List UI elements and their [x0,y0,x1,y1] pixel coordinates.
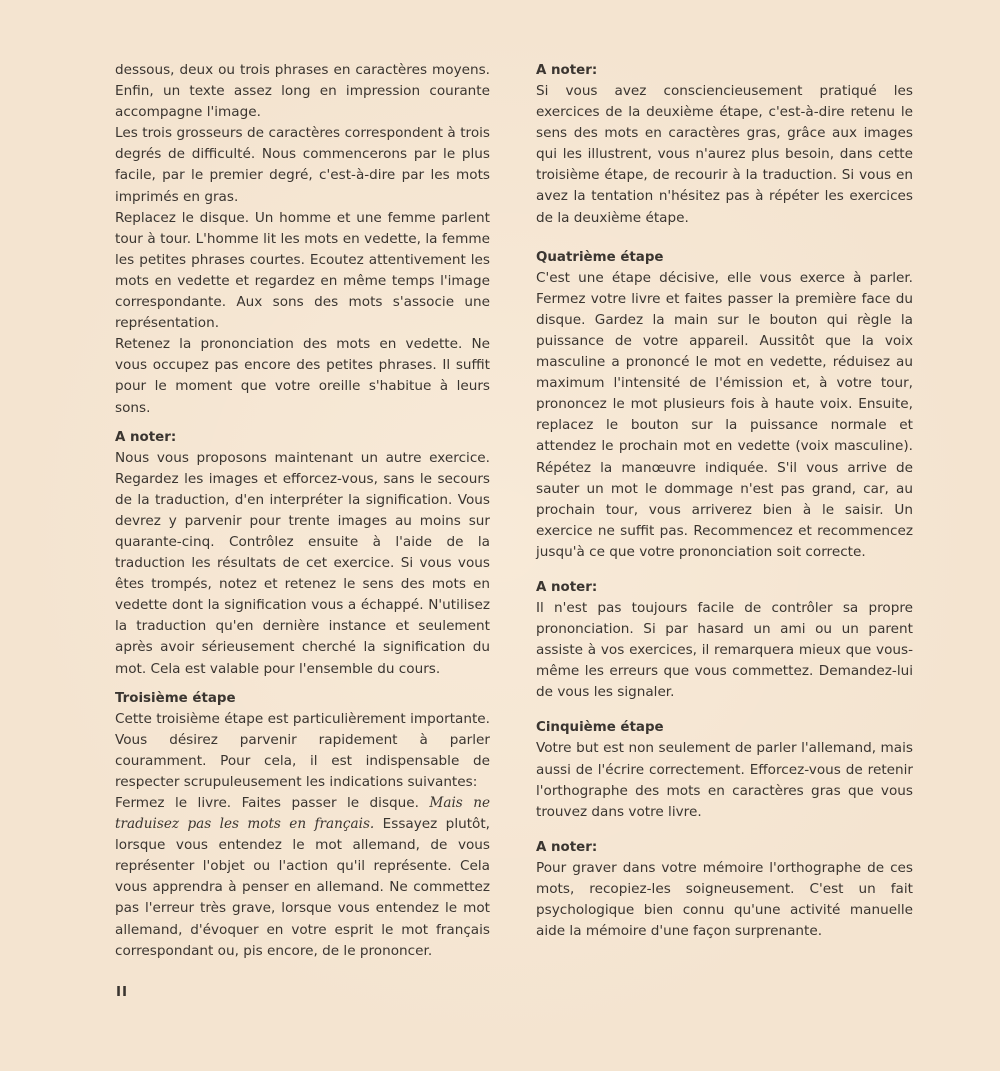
section-heading: Quatrième étape [536,249,664,265]
paragraph: Il n'est pas toujours facile de contrôler sa propre prononciation. Si par hasard un ami ou un parent assiste à vos exercices, il remarquera mieux que vous-même les erreurs que vous commettez. Demandez-lui de vous les signaler. [536,599,913,701]
section-heading: A noter: [115,429,177,445]
section-heading: A noter: [536,839,598,855]
section-heading: A noter: [536,579,598,595]
paragraph: Pour graver dans votre mémoire l'orthographe de ces mots, recopiez-les soigneusement. C'est un fait psychologique bien connu qu'une activité manuelle aide la mémoire d'une façon surprenante. [536,859,913,940]
paragraph: Votre but est non seulement de parler l'allemand, mais aussi de l'écrire correctement. Efforcez-vous de retenir l'orthographe des mots en caractères gras que vous trouvez dans votre livre. [536,740,913,820]
paragraph: Les trois grosseurs de caractères correspondent à trois degrés de difficulté. Nous commencerons par le plus facile, par le premier degré, c'est-à-dire par les mots imprimés en gras. [115,125,490,205]
text-run: Essayez plutôt, lorsque vous entendez le mot allemand, de vous représenter l'objet ou l'action qu'il représente. Cela vous apprendra à penser en allemand. Ne commettez pas l'erreur très grave, lorsque vous entendez le mot allemand, d'évoquer en votre esprit le mot français correspondant ou, pis encore, de le prononcer. [115,816,491,959]
paragraph: Nous vous proposons maintenant un autre exercice. Regardez les images et efforcez-vous, sans le secours de la traduction, d'en interpréter la signification. Vous devrez y parvenir pour trente images au moins sur quarante-cinq. Contrôlez ensuite à l'aide de la traduction les résultats de cet exercice. Si vous vous êtes trompés, notez et retenez le sens des mots en vedette dont la signification vous a échappé. N'utilisez la traduction qu'en dernière instance et seulement après avoir sérieusement cherché la signification du mot. Cela est valable pour l'ensemble du cours. [115,449,490,677]
paragraph [115,793,490,962]
paragraph: Si vous avez consciencieusement pratiqué les exercices de la deuxième étape, c'est-à-dire retenu le sens des mots en caractères gras, grâce aux images qui les illustrent, vous n'aurez plus besoin, dans cette troisième étape, de recourir à la traduction. Si vous en avez la tentation n'hésitez pas à répéter les exercices de la deuxième étape. [536,83,913,226]
paragraph: Replacez le disque. Un homme et une femme parlent tour à tour. L'homme lit les mots en vedette, la femme les petites phrases courtes. Ecoutez attentivement les mots en vedette et regardez en même temps l'image correspondante. Aux sons des mots s'associe une représentation. [115,209,490,332]
paragraph: C'est une étape décisive, elle vous exerce à parler. Fermez votre livre et faites passer la première face du disque. Gardez la main sur le bouton qui règle la puissance de votre appareil. Aussitôt que la voix masculine a prononcé le mot en vedette, réduisez au maximum l'intensité de l'émission et, à votre tour, prononcez le mot plusieurs fois à haute voix. Ensuite, replacez le bouton sur la puissance normale et attendez le prochain mot en vedette (voix masculine). Répétez la manœuvre indiquée. S'il vous arrive de sauter un mot le dommage n'est pas grand, car, au prochain tour, vous arriverez bien à le saisir. Un exercice ne suffit pas. Recommencez et recommencez jusqu'à ce que votre prononciation soit correcte. [536,269,913,560]
section-heading: A noter: [536,63,598,78]
right-column [536,60,913,942]
paragraph: dessous, deux ou trois phrases en caractères moyens. Enfin, un texte assez long en impression courante accompagne l'image. [115,62,490,121]
paragraph: Retenez la prononciation des mots en vedette. Ne vous occupez pas encore des petites phrases. Il suffit pour le moment que votre oreille s'habitue à leurs sons. [115,336,490,416]
italic-emphasis: Mais ne traduisez pas les mots en français. [115,795,491,833]
page-number: II [116,984,129,1000]
section-heading: Cinquième étape [536,720,664,736]
section-heading: Troisième étape [115,690,236,706]
text-run: Fermez le livre. Faites passer le disque. [115,795,430,811]
left-column [115,60,490,962]
paragraph: Cette troisième étape est particulièrement importante. Vous désirez parvenir rapidement à parler couramment. Pour cela, il est indispensable de respecter scrupuleusement les indications suivantes: [115,710,490,790]
